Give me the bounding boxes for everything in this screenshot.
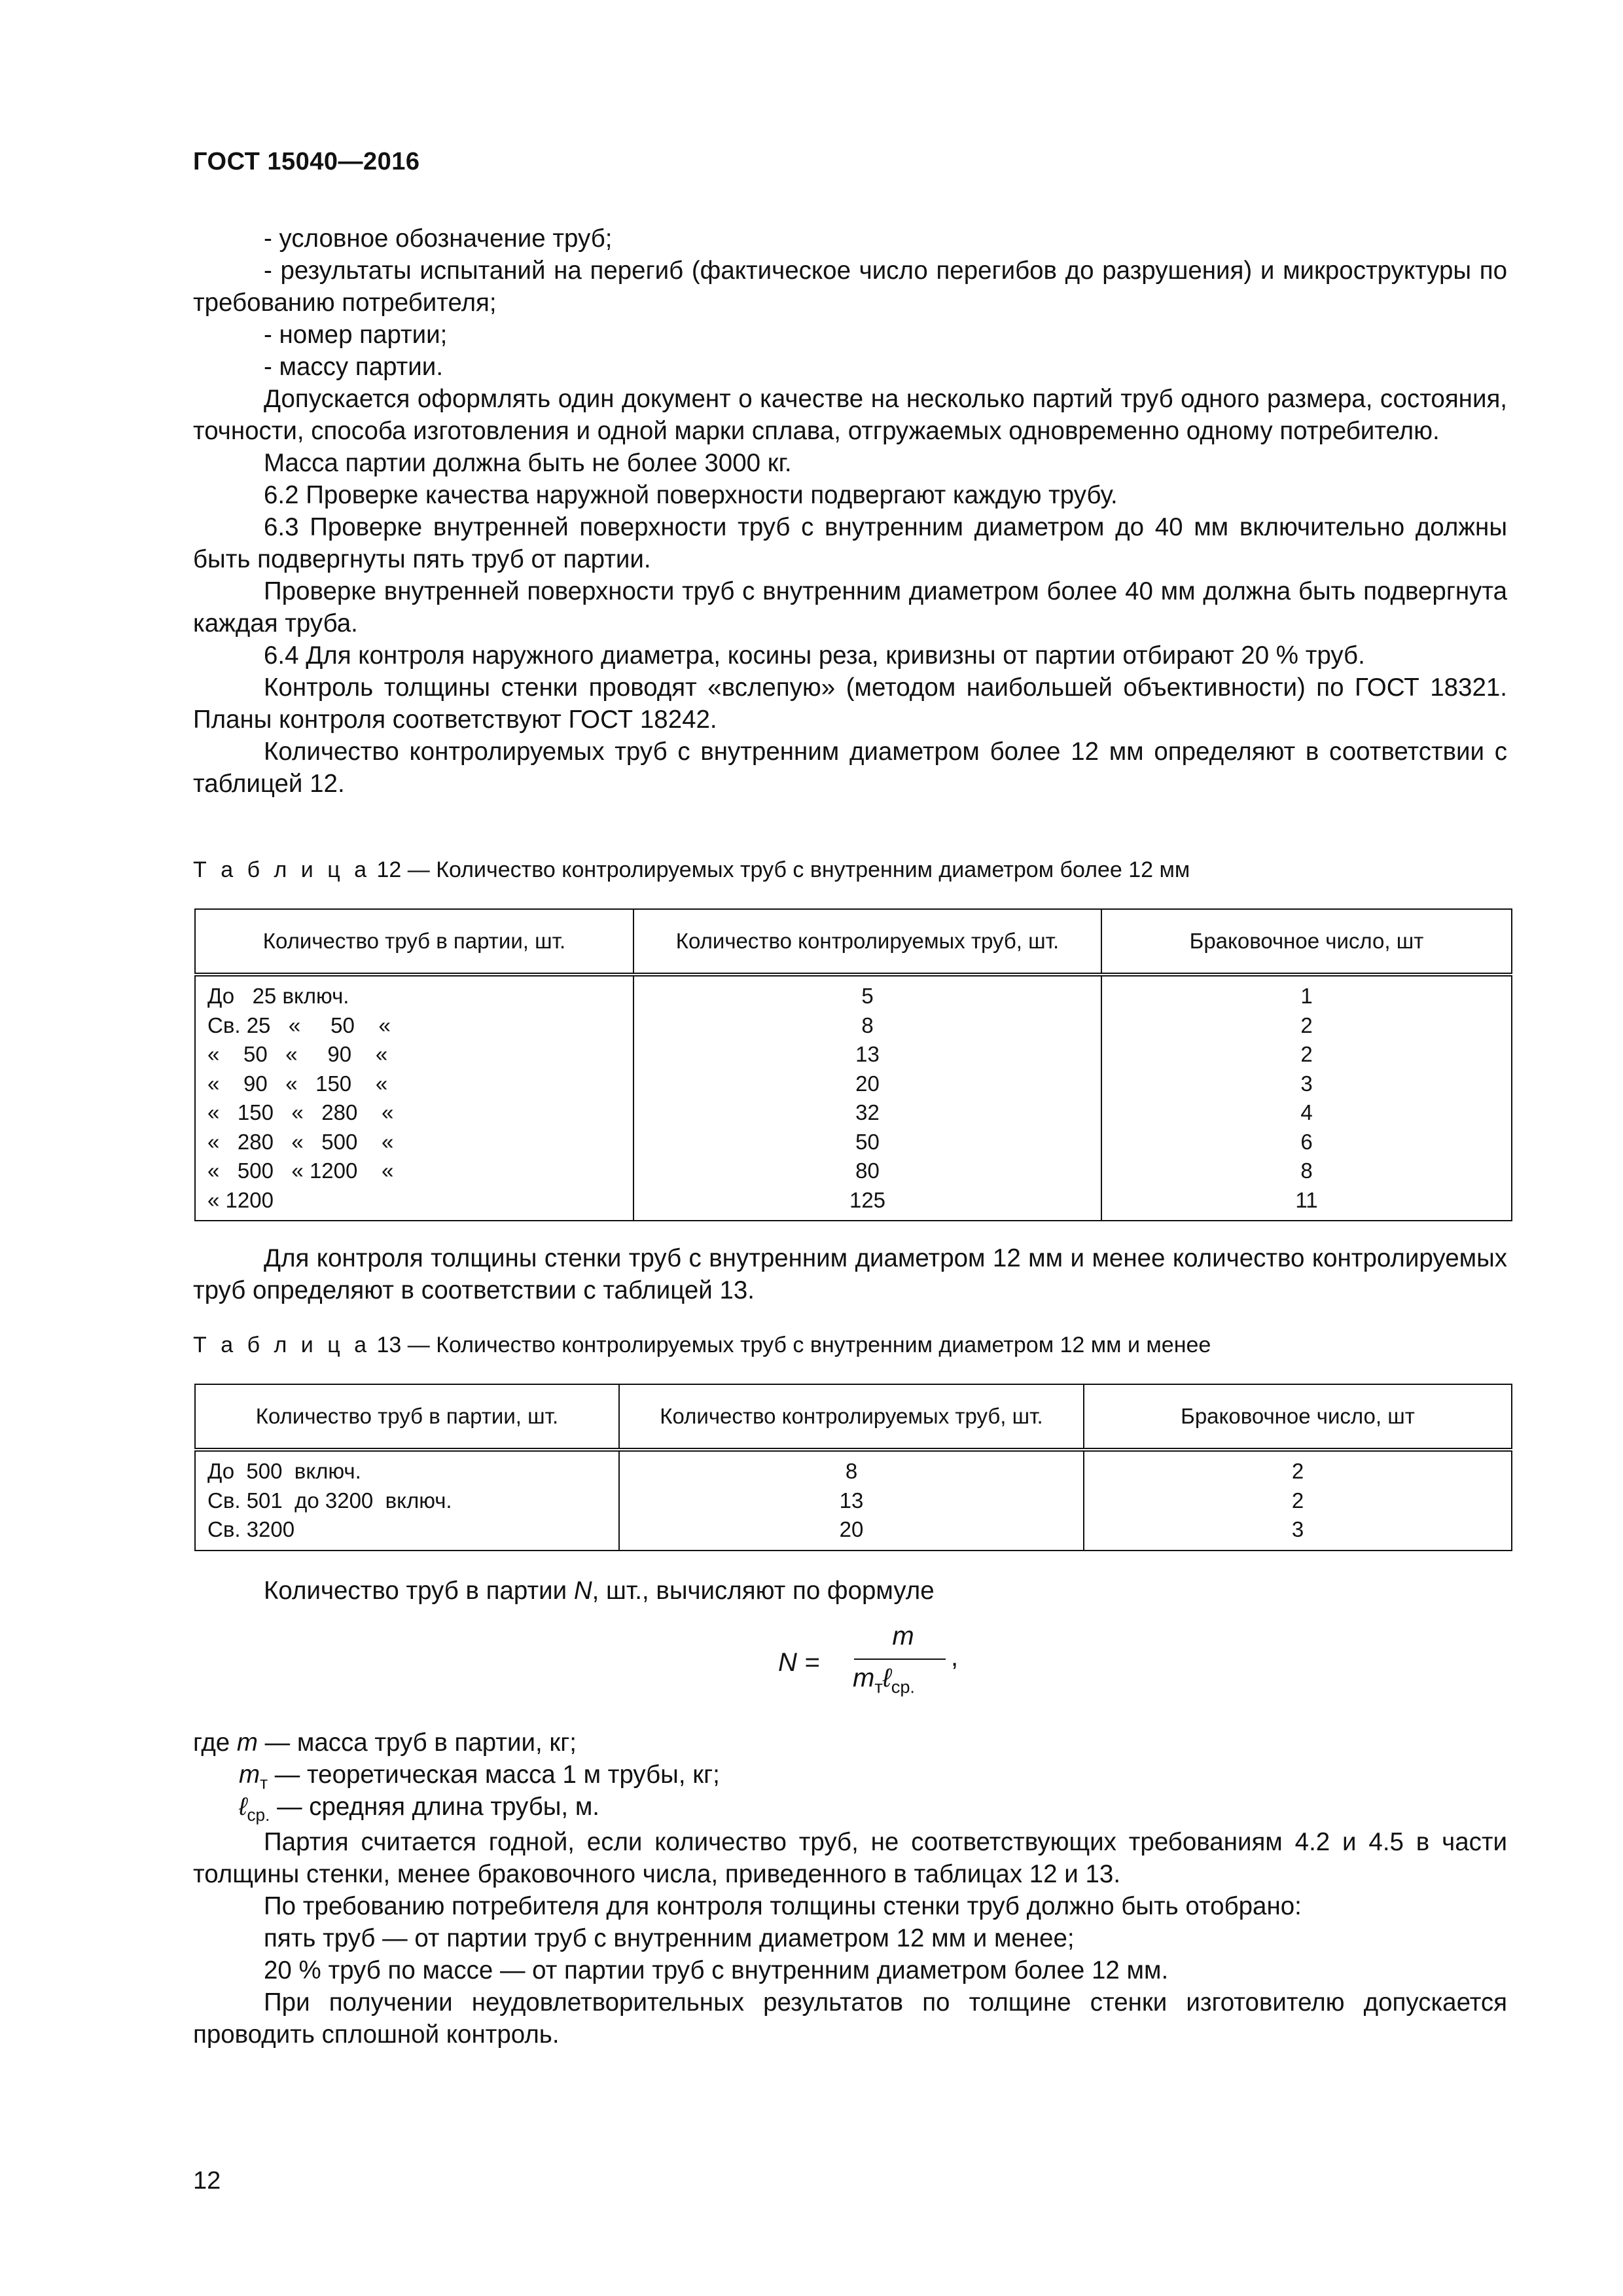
table-cell: 1 bbox=[1101, 975, 1512, 1011]
table-cell: 32 bbox=[633, 1098, 1101, 1128]
table-cell: « 90 « 150 « bbox=[195, 1069, 633, 1099]
column-header: Браковочное число, шт bbox=[1084, 1384, 1512, 1450]
paragraph: Проверке внутренней поверхности труб с внутренним диаметром более 40 мм должна быть подвергнута каждая труба. bbox=[193, 577, 1507, 637]
table-13-caption bbox=[193, 1333, 1211, 1358]
list-item: - номер партии; bbox=[264, 321, 448, 349]
table-row bbox=[195, 1450, 1512, 1486]
formula-numerator: m bbox=[892, 1622, 914, 1651]
table-header-row bbox=[195, 1384, 1512, 1450]
table-cell: « 50 « 90 « bbox=[195, 1040, 633, 1069]
definitions bbox=[193, 1727, 1507, 1823]
table-row bbox=[195, 1186, 1512, 1221]
definition-item: где m — масса труб в партии, кг; bbox=[193, 1729, 577, 1757]
column-header: Количество труб в партии, шт. bbox=[195, 1384, 619, 1450]
table-header-row bbox=[195, 909, 1512, 975]
table-row bbox=[195, 1040, 1512, 1069]
table-cell: 2 bbox=[1101, 1040, 1512, 1069]
formula-denominator: $m_т\ell_{ср.}$ bbox=[853, 1664, 915, 1697]
column-header: Количество труб в партии, шт. bbox=[195, 909, 633, 975]
table-row bbox=[195, 1011, 1512, 1041]
table-12 bbox=[194, 908, 1512, 1221]
table-row bbox=[195, 1157, 1512, 1186]
table-cell: 3 bbox=[1101, 1069, 1512, 1099]
paragraph: Количество контролируемых труб с внутренним диаметром более 12 мм определяют в соответствии с таблицей 12. bbox=[193, 738, 1507, 798]
table-cell: 13 bbox=[619, 1486, 1084, 1516]
table-12-caption bbox=[193, 857, 1190, 883]
table-cell: Св. 3200 bbox=[195, 1515, 619, 1551]
paragraph: пять труб — от партии труб с внутренним диаметром 12 мм и менее; bbox=[264, 1924, 1075, 1952]
table-cell: 125 bbox=[633, 1186, 1101, 1221]
paragraph: Масса партии должна быть не более 3000 кг. bbox=[264, 449, 792, 477]
table-cell: 20 bbox=[633, 1069, 1101, 1099]
table-row bbox=[195, 1098, 1512, 1128]
table-cell: 8 bbox=[1101, 1157, 1512, 1186]
table-cell: До 25 включ. bbox=[195, 975, 633, 1011]
paragraph: Контроль толщины стенки проводят «вслепую» (методом наибольшей объективности) по ГОСТ 18321. Планы контроля соответствуют ГОСТ 18242. bbox=[193, 673, 1507, 734]
formula-comma: , bbox=[951, 1643, 959, 1672]
table-cell: 20 bbox=[619, 1515, 1084, 1551]
table-row bbox=[195, 1128, 1512, 1157]
variable-n: N bbox=[573, 1577, 592, 1605]
paragraph: 6.3 Проверке внутренней поверхности труб с внутренним диаметром до 40 мм включительно должны быть подвергнуты пять труб от партии. bbox=[193, 513, 1507, 573]
table-row bbox=[195, 975, 1512, 1011]
table-title: 13 — Количество контролируемых труб с внутренним диаметром 12 мм и менее bbox=[370, 1333, 1211, 1357]
fraction-bar bbox=[854, 1659, 946, 1660]
paragraph: Допускается оформлять один документ о качестве на несколько партий труб одного размера, состояния, точности, способа изготовления и одной марки сплава, отгружаемых одновременно одному потребителю. bbox=[193, 385, 1507, 445]
table-row bbox=[195, 1486, 1512, 1516]
intro-section bbox=[193, 223, 1507, 800]
definition-item: ℓ$_{ср.}$ — средняя длина трубы, м. bbox=[239, 1793, 599, 1825]
table-cell: 11 bbox=[1101, 1186, 1512, 1221]
paragraph: Для контроля толщины стенки труб с внутренним диаметром 12 мм и менее количество контролируемых труб определяют в соответствии с таблицей 13. bbox=[193, 1244, 1507, 1304]
column-header: Браковочное число, шт bbox=[1101, 909, 1512, 975]
table-cell: 3 bbox=[1084, 1515, 1512, 1551]
table-cell: До 500 включ. bbox=[195, 1450, 619, 1486]
column-header: Количество контролируемых труб, шт. bbox=[619, 1384, 1084, 1450]
table-cell: « 500 « 1200 « bbox=[195, 1157, 633, 1186]
table-13 bbox=[194, 1384, 1512, 1551]
page-number: 12 bbox=[193, 2167, 221, 2195]
paragraph: 6.4 Для контроля наружного диаметра, косины реза, кривизны от партии отбирают 20 % труб. bbox=[264, 641, 1365, 670]
formula-lhs: N = bbox=[778, 1648, 820, 1677]
table-cell: 2 bbox=[1101, 1011, 1512, 1041]
table-row bbox=[195, 1069, 1512, 1099]
formula-intro: Количество труб в партии N, шт., вычисляют по формуле bbox=[264, 1577, 935, 1605]
table-cell: « 1200 bbox=[195, 1186, 633, 1221]
paragraph: При получении неудовлетворительных результатов по толщине стенки изготовителю допускается проводить сплошной контроль. bbox=[193, 1988, 1507, 2049]
list-item: - массу партии. bbox=[264, 353, 444, 381]
column-header: Количество контролируемых труб, шт. bbox=[633, 909, 1101, 975]
list-item: - результаты испытаний на перегиб (фактическое число перегибов до разрушения) и микроструктуры по требованию потребителя; bbox=[193, 257, 1507, 317]
paragraph: По требованию потребителя для контроля толщины стенки труб должно быть отобрано: bbox=[264, 1892, 1302, 1920]
list-item: - условное обозначение труб; bbox=[264, 224, 613, 253]
paragraph: Партия считается годной, если количество труб, не соответствующих требованиям 4.2 и 4.5 в части толщины стенки, менее браковочного числа, приведенного в таблицах 12 и 13. bbox=[193, 1828, 1507, 1888]
table-title: 12 — Количество контролируемых труб с внутренним диаметром более 12 мм bbox=[370, 857, 1190, 882]
paragraph: 20 % труб по массе — от партии труб с внутренним диаметром более 12 мм. bbox=[264, 1956, 1169, 1984]
table-row bbox=[195, 1515, 1512, 1551]
table-cell: 5 bbox=[633, 975, 1101, 1011]
between-section bbox=[193, 1242, 1507, 1306]
definition-item: $m_т$ — теоретическая масса 1 м трубы, кг; bbox=[239, 1761, 720, 1793]
table-cell: 4 bbox=[1101, 1098, 1512, 1128]
paragraph: 6.2 Проверке качества наружной поверхности подвергают каждую трубу. bbox=[264, 481, 1118, 509]
table-cell: « 280 « 500 « bbox=[195, 1128, 633, 1157]
table-cell: Св. 25 « 50 « bbox=[195, 1011, 633, 1041]
closing-section bbox=[193, 1826, 1507, 2051]
table-cell: 8 bbox=[633, 1011, 1101, 1041]
table-cell: « 150 « 280 « bbox=[195, 1098, 633, 1128]
table-label: Т а б л и ц а bbox=[193, 1333, 371, 1357]
table-cell: 8 bbox=[619, 1450, 1084, 1486]
table-cell: 80 bbox=[633, 1157, 1101, 1186]
table-label: Т а б л и ц а bbox=[193, 857, 371, 882]
standard-header: ГОСТ 15040—2016 bbox=[193, 148, 420, 175]
table-cell: 2 bbox=[1084, 1450, 1512, 1486]
formula bbox=[769, 1622, 959, 1700]
table-cell: 50 bbox=[633, 1128, 1101, 1157]
table-cell: 13 bbox=[633, 1040, 1101, 1069]
table-cell: 2 bbox=[1084, 1486, 1512, 1516]
table-cell: 6 bbox=[1101, 1128, 1512, 1157]
table-cell: Св. 501 до 3200 включ. bbox=[195, 1486, 619, 1516]
